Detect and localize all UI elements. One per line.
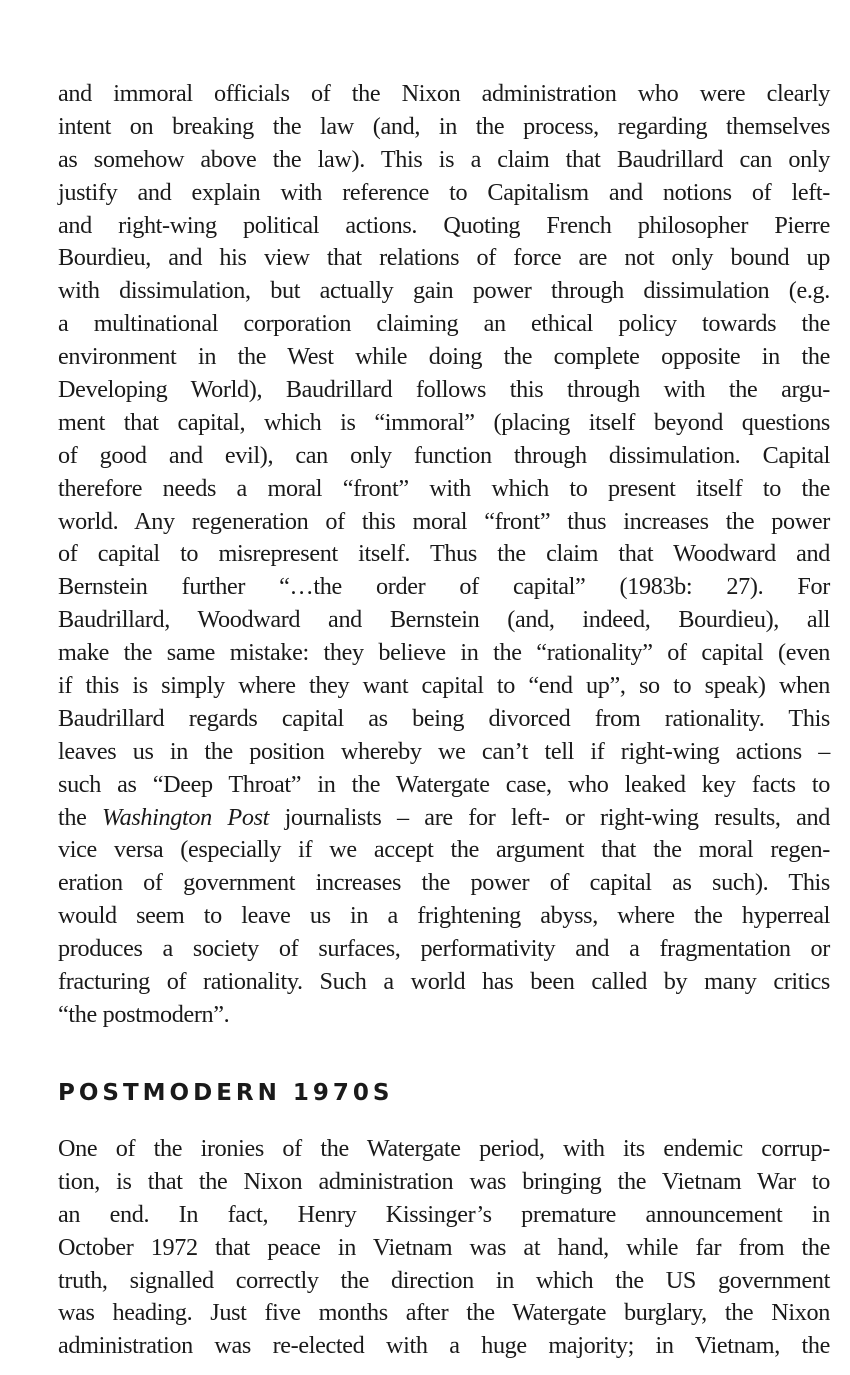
- text-segment: the: [58, 803, 103, 831]
- text-line: as somehow above the law). This is a claim that Baudrillard can only: [58, 145, 830, 173]
- text-line: and immoral officials of the Nixon administration who were clearly: [58, 80, 830, 107]
- text-line: administration was re-elected with a huge majority; in Vietnam, the: [58, 1332, 830, 1360]
- text-line: environment in the West while doing the complete opposite in the: [58, 343, 830, 371]
- text-line: Developing World), Baudrillard follows this through with the argu-: [58, 376, 830, 404]
- text-line: tion, is that the Nixon administration was bringing the Vietnam War to: [58, 1167, 830, 1195]
- text-line: therefore needs a moral “front” with which to present itself to the: [58, 474, 830, 502]
- text-line: with dissimulation, but actually gain power through dissimulation (e.g.: [58, 277, 830, 305]
- text-line: truth, signalled correctly the direction in which the US government: [58, 1266, 830, 1294]
- text-line: world. Any regeneration of this moral “front” thus increases the power: [58, 507, 830, 535]
- text-line: was heading. Just five months after the Watergate burglary, the Nixon: [58, 1299, 830, 1327]
- text-line: and right-wing political actions. Quoting French philosopher Pierre: [58, 211, 830, 239]
- text-line: an end. In fact, Henry Kissinger’s premature announcement in: [58, 1200, 830, 1228]
- section-heading: POSTMODERN 1970S: [58, 1080, 394, 1106]
- text-line: a multinational corporation claiming an ethical policy towards the: [58, 310, 830, 338]
- text-line: eration of government increases the power of capital as such). This: [58, 869, 830, 897]
- text-line: produces a society of surfaces, performativity and a fragmentation or: [58, 935, 830, 963]
- text-line: “the postmodern”.: [58, 1000, 230, 1028]
- text-line: Bourdieu, and his view that relations of force are not only bound up: [58, 244, 830, 272]
- publication-title: Washington Post: [102, 803, 270, 831]
- text-line: if this is simply where they want capital to “end up”, so to speak) when: [58, 672, 830, 700]
- body-paragraph-2: [58, 1133, 830, 1363]
- text-line: leaves us in the position whereby we can’t tell if right-wing actions –: [58, 737, 830, 765]
- text-line: of capital to misrepresent itself. Thus the claim that Woodward and: [58, 540, 830, 568]
- text-line: justify and explain with reference to Capitalism and notions of left-: [58, 178, 830, 206]
- text-line: fracturing of rationality. Such a world has been called by many critics: [58, 968, 830, 996]
- text-line: such as “Deep Throat” in the Watergate case, who leaked key facts to: [58, 770, 830, 798]
- text-line: Bernstein further “…the order of capital” (1983b: 27). For: [58, 573, 830, 601]
- text-segment: journalists – are for left- or right-wing results, and: [269, 803, 830, 831]
- text-line: of good and evil), can only function through dissimulation. Capital: [58, 441, 830, 469]
- text-line: ment that capital, which is “immoral” (placing itself beyond questions: [58, 408, 830, 436]
- text-line: One of the ironies of the Watergate period, with its endemic corrup-: [58, 1135, 830, 1162]
- body-paragraph-1: [58, 78, 830, 1032]
- text-line: intent on breaking the law (and, in the process, regarding themselves: [58, 112, 830, 140]
- text-line: [58, 802, 830, 835]
- text-line: make the same mistake: they believe in the “rationality” of capital (even: [58, 639, 830, 667]
- text-line: Baudrillard regards capital as being divorced from rationality. This: [58, 704, 830, 732]
- text-line: October 1972 that peace in Vietnam was at hand, while far from the: [58, 1233, 830, 1261]
- text-line: Baudrillard, Woodward and Bernstein (and, indeed, Bourdieu), all: [58, 606, 830, 634]
- text-line: vice versa (especially if we accept the argument that the moral regen-: [58, 836, 830, 864]
- text-line: would seem to leave us in a frightening abyss, where the hyperreal: [58, 902, 830, 930]
